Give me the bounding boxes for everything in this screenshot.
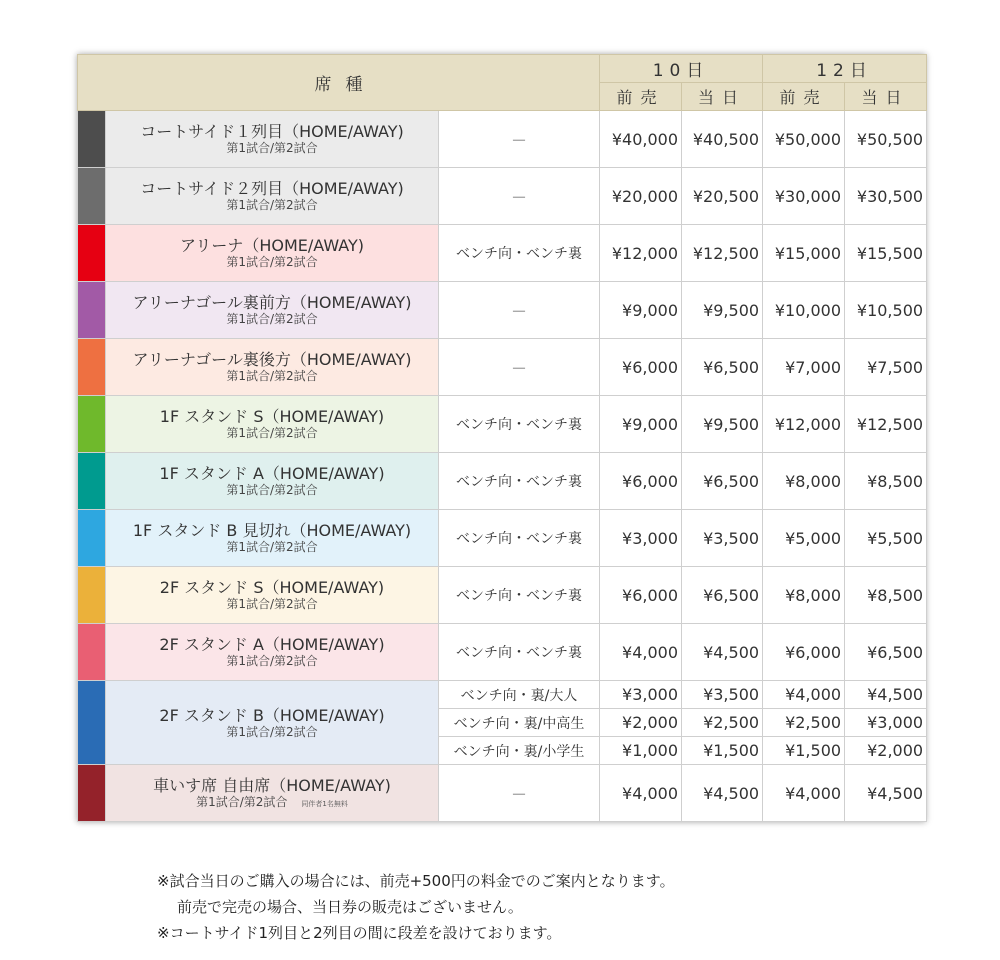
price-cell: ¥1,500	[763, 737, 845, 765]
seat-color-swatch	[78, 225, 106, 282]
table-row	[78, 624, 927, 681]
price-cell: ¥6,500	[682, 339, 763, 396]
price-cell: ¥4,500	[845, 681, 927, 709]
ticket-price-table	[77, 54, 927, 822]
price-cell: ¥3,500	[682, 510, 763, 567]
price-cell: ¥8,000	[763, 567, 845, 624]
match-label: 第1試合/第2試合	[226, 198, 318, 213]
price-cell: ¥8,000	[763, 453, 845, 510]
companion-note: 同伴者1名無料	[301, 800, 348, 809]
seat-category: ベンチ向・ベンチ裏	[439, 567, 600, 624]
table-row	[78, 510, 927, 567]
price-cell: ¥5,000	[763, 510, 845, 567]
price-cell: ¥6,000	[600, 567, 682, 624]
price-cell: ¥30,500	[845, 168, 927, 225]
price-cell: ¥12,500	[682, 225, 763, 282]
price-cell: ¥1,500	[682, 737, 763, 765]
seat-color-swatch	[78, 339, 106, 396]
header-advance-12: 前売	[763, 83, 845, 111]
table-row	[78, 681, 927, 709]
seat-color-swatch	[78, 282, 106, 339]
match-label: 第1試合/第2試合	[226, 597, 318, 612]
price-cell: ¥7,000	[763, 339, 845, 396]
match-label: 第1試合/第2試合	[226, 369, 318, 384]
table-row	[78, 168, 927, 225]
seat-name: 2F スタンド A（HOME/AWAY)	[159, 635, 385, 655]
seat-category: －	[439, 339, 600, 396]
note-line: ※コートサイド1列目と2列目の間に段差を設けております。	[157, 924, 562, 942]
match-label: 第1試合/第2試合	[226, 255, 318, 270]
seat-name-cell	[106, 225, 439, 282]
price-cell: ¥6,500	[845, 624, 927, 681]
match-label: 第1試合/第2試合	[226, 141, 318, 156]
price-cell: ¥10,500	[845, 282, 927, 339]
header-day-10: 10日	[600, 55, 763, 83]
price-cell: ¥2,500	[682, 709, 763, 737]
seat-category: －	[439, 168, 600, 225]
table-row	[78, 396, 927, 453]
price-cell: ¥6,000	[600, 453, 682, 510]
price-cell: ¥3,500	[682, 681, 763, 709]
seat-name: 2F スタンド S（HOME/AWAY)	[159, 578, 385, 598]
seat-category: ベンチ向・ベンチ裏	[439, 624, 600, 681]
match-label: 第1試合/第2試合	[226, 426, 318, 441]
match-label: 第1試合/第2試合	[226, 724, 318, 739]
seat-category: ベンチ向・裏/中高生	[439, 709, 600, 737]
table-row	[78, 111, 927, 168]
seat-category: ベンチ向・裏/小学生	[439, 737, 600, 765]
seat-name-cell	[106, 510, 439, 567]
seat-color-swatch	[78, 168, 106, 225]
seat-name: コートサイド１列目（HOME/AWAY)	[140, 122, 404, 142]
price-cell: ¥1,000	[600, 737, 682, 765]
price-cell: ¥2,000	[845, 737, 927, 765]
match-label: 第1試合/第2試合	[196, 795, 288, 810]
seat-name: 1F スタンド B 見切れ（HOME/AWAY)	[132, 521, 412, 541]
seat-category: ベンチ向・裏/大人	[439, 681, 600, 709]
seat-name-cell	[106, 168, 439, 225]
price-cell: ¥2,000	[600, 709, 682, 737]
price-cell: ¥3,000	[600, 510, 682, 567]
seat-category: ベンチ向・ベンチ裏	[439, 225, 600, 282]
price-cell: ¥15,000	[763, 225, 845, 282]
price-cell: ¥40,500	[682, 111, 763, 168]
seat-name-cell	[106, 396, 439, 453]
seat-name: 車いす席 自由席（HOME/AWAY)	[153, 776, 391, 796]
seat-color-swatch	[78, 624, 106, 681]
seat-category: －	[439, 111, 600, 168]
header-day-12: 12日	[763, 55, 927, 83]
seat-category: －	[439, 765, 600, 822]
price-cell: ¥15,500	[845, 225, 927, 282]
price-cell: ¥12,000	[600, 225, 682, 282]
price-cell: ¥20,500	[682, 168, 763, 225]
table-row	[78, 282, 927, 339]
seat-category: ベンチ向・ベンチ裏	[439, 453, 600, 510]
price-cell: ¥9,500	[682, 282, 763, 339]
seat-category: ベンチ向・ベンチ裏	[439, 396, 600, 453]
match-label-wrap	[106, 795, 438, 809]
seat-name-cell	[106, 111, 439, 168]
price-cell: ¥9,000	[600, 282, 682, 339]
match-label: 第1試合/第2試合	[226, 312, 318, 327]
price-cell: ¥4,500	[845, 765, 927, 822]
seat-color-swatch	[78, 453, 106, 510]
price-cell: ¥5,500	[845, 510, 927, 567]
seat-name: コートサイド２列目（HOME/AWAY)	[140, 179, 404, 199]
seat-name-cell	[106, 453, 439, 510]
seat-name: 2F スタンド B（HOME/AWAY)	[159, 705, 385, 725]
price-cell: ¥4,000	[600, 624, 682, 681]
price-cell: ¥30,000	[763, 168, 845, 225]
seat-name-cell	[106, 624, 439, 681]
seat-color-swatch	[78, 111, 106, 168]
table-row	[78, 453, 927, 510]
seat-color-swatch	[78, 396, 106, 453]
header-same-day-12: 当日	[845, 83, 927, 111]
seat-name-cell	[106, 681, 439, 765]
price-cell: ¥4,000	[763, 681, 845, 709]
seat-name: アリーナゴール裏前方（HOME/AWAY)	[132, 293, 412, 313]
price-cell: ¥6,500	[682, 567, 763, 624]
price-cell: ¥6,500	[682, 453, 763, 510]
table-row	[78, 339, 927, 396]
seat-color-swatch	[78, 681, 106, 765]
seat-name: アリーナ（HOME/AWAY)	[179, 236, 365, 256]
price-cell: ¥3,000	[600, 681, 682, 709]
note-line: 前売で完売の場合、当日券の販売はございません。	[177, 898, 523, 916]
match-label: 第1試合/第2試合	[226, 654, 318, 669]
seat-category: －	[439, 282, 600, 339]
price-cell: ¥4,500	[682, 765, 763, 822]
price-cell: ¥6,000	[763, 624, 845, 681]
seat-name: アリーナゴール裏後方（HOME/AWAY)	[132, 350, 412, 370]
seat-category: ベンチ向・ベンチ裏	[439, 510, 600, 567]
note-line: ※試合当日のご購入の場合には、前売+500円の料金でのご案内となります。	[157, 872, 675, 890]
price-cell: ¥50,500	[845, 111, 927, 168]
price-cell: ¥12,000	[763, 396, 845, 453]
price-cell: ¥4,000	[763, 765, 845, 822]
price-cell: ¥10,000	[763, 282, 845, 339]
price-cell: ¥9,500	[682, 396, 763, 453]
seat-name-cell	[106, 339, 439, 396]
match-label: 第1試合/第2試合	[226, 540, 318, 555]
seat-color-swatch	[78, 510, 106, 567]
header-advance-10: 前売	[600, 83, 682, 111]
price-cell: ¥8,500	[845, 453, 927, 510]
table-row	[78, 225, 927, 282]
price-cell: ¥8,500	[845, 567, 927, 624]
seat-color-swatch	[78, 567, 106, 624]
table-row	[78, 765, 927, 822]
match-label: 第1試合/第2試合	[226, 483, 318, 498]
price-cell: ¥3,000	[845, 709, 927, 737]
price-cell: ¥7,500	[845, 339, 927, 396]
seat-name: 1F スタンド S（HOME/AWAY)	[159, 407, 385, 427]
seat-name: 1F スタンド A（HOME/AWAY)	[159, 464, 385, 484]
price-cell: ¥6,000	[600, 339, 682, 396]
price-cell: ¥2,500	[763, 709, 845, 737]
price-cell: ¥4,500	[682, 624, 763, 681]
price-cell: ¥4,000	[600, 765, 682, 822]
price-cell: ¥50,000	[763, 111, 845, 168]
ticket-price-table-panel	[77, 54, 926, 822]
header-seat-type: 席種	[78, 55, 600, 111]
notes	[157, 868, 675, 946]
seat-name-cell	[106, 567, 439, 624]
header-same-day-10: 当日	[682, 83, 763, 111]
seat-color-swatch	[78, 765, 106, 822]
price-cell: ¥9,000	[600, 396, 682, 453]
price-cell: ¥20,000	[600, 168, 682, 225]
price-cell: ¥40,000	[600, 111, 682, 168]
price-cell: ¥12,500	[845, 396, 927, 453]
table-row	[78, 567, 927, 624]
seat-name-cell	[106, 282, 439, 339]
seat-name-cell	[106, 765, 439, 822]
